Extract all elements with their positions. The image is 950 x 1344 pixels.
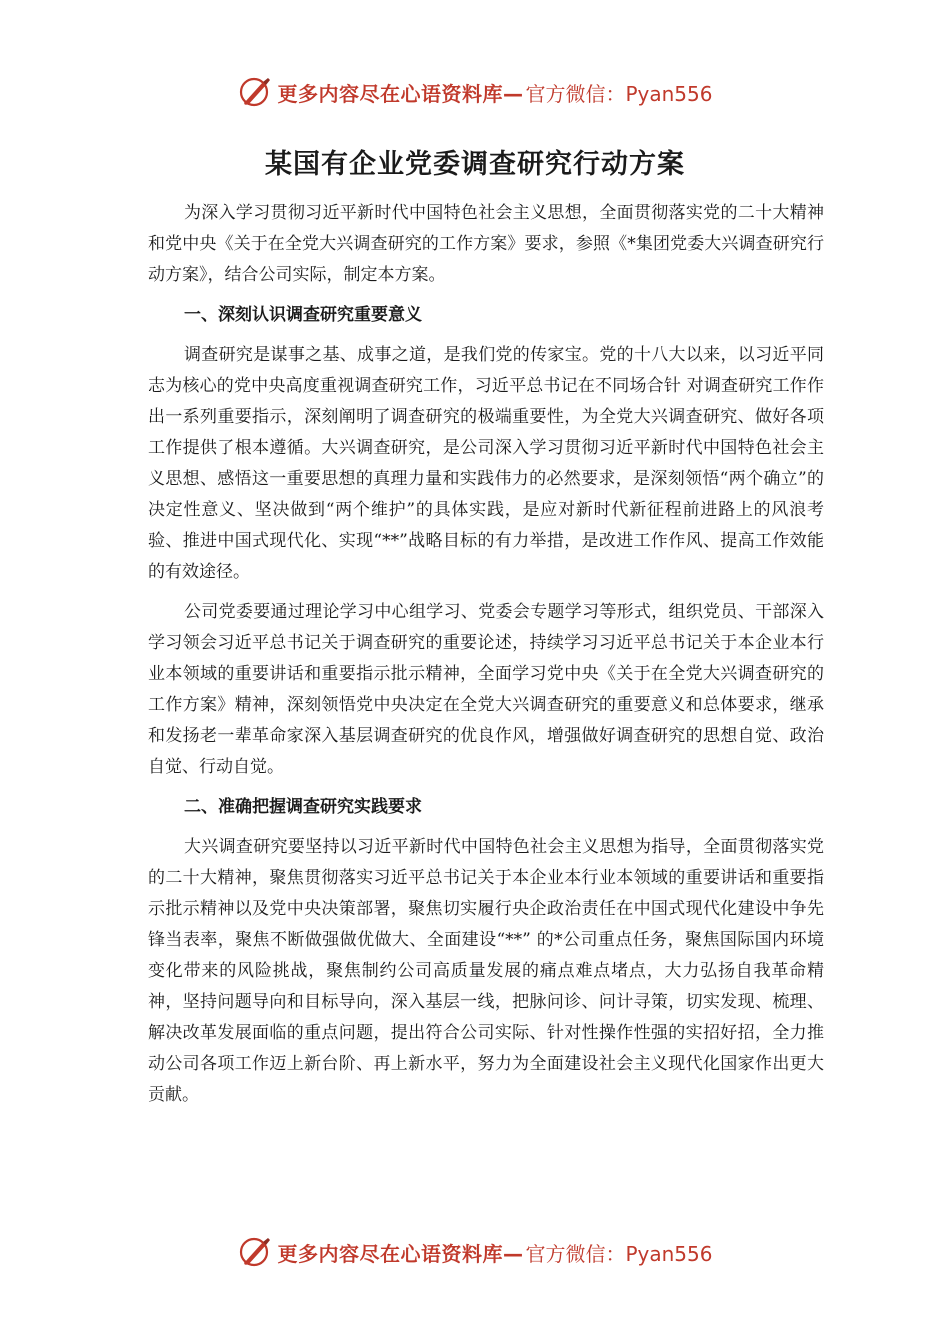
banner-wechat: 官方微信：Pyan556 (525, 81, 713, 106)
document-title: 某国有企业党委调查研究行动方案 (265, 149, 685, 180)
section-2-paragraph-1: 大兴调查研究要坚持以习近平新时代中国特色社会主义思想为指导，全面贯彻落实党的二十大精神，聚焦贯彻落实习近平总书记关于本企业本行业本领域的重要讲话和重要指示批示精神以及党中央决策部署，聚焦切实履行央企政治责任在中国式现代化建设中争先锋当表率，聚焦不断做强做优做大、全面建设“**” 的*公司重点任务，聚焦国际国内环境变化带来的风险挑战，聚焦制约公司高质量发展的痛点难点堵点，大力弘扬自我革命精神，坚持问题导向和目标导向，深入基层一线，把脉问诊、问计寻策，切实发现、梳理、解决改革发展面临的重点问题，提出符合公司实际、针对性操作性强的实招好招，全力推动公司各项工作迈上新台阶、再上新水平，努力为全面建设社会主义现代化国家作出更大贡献。 (148, 837, 824, 1105)
section-1-paragraph-2: 公司党委要通过理论学习中心组学习、党委会专题学习等形式，组织党员、干部深入学习领会习近平总书记关于调查研究的重要论述，持续学习习近平总书记关于本企业本行业本领域的重要讲话和重要指示批示精神，全面学习党中央《关于在全党大兴调查研究的工作方案》精神，深刻领悟党中央决定在全党大兴调查研究的重要意义和总体要求，继承和发扬老一辈革命家深入基层调查研究的优良作风，增强做好调查研究的思想自觉、政治自觉、行动自觉。 (148, 602, 824, 777)
header-banner (0, 70, 950, 114)
banner-text: 更多内容尽在心语资料库— (277, 81, 524, 106)
section-1-heading: 一、深刻认识调查研究重要意义 (184, 305, 422, 325)
banner-wechat: 官方微信：Pyan556 (525, 1241, 713, 1266)
document-body (148, 198, 824, 1120)
banner-text: 更多内容尽在心语资料库— (277, 1241, 524, 1266)
footer-banner (0, 1230, 950, 1274)
section-1-paragraph-1: 调查研究是谋事之基、成事之道，是我们党的传家宝。党的十八大以来，以习近平同志为核心的党中央高度重视调查研究工作，习近平总书记在不同场合针 对调查研究工作作出一系列重要指示，深刻阐明了调查研究的极端重要性，为全党大兴调查研究、做好各项工作提供了根本遵循。大兴调查研究，是公司深入学习贯彻习近平新时代中国特色社会主义思想、感悟这一重要思想的真理力量和实践伟力的必然要求，是深刻领悟“两个确立”的决定性意义、坚决做到“两个维护”的具体实践，是应对新时代新征程前进路上的风浪考验、推进中国式现代化、实现“**”战略目标的有力举措，是改进工作作风、提高工作效能的有效途径。 (148, 345, 824, 582)
pen-logo-icon (237, 74, 273, 110)
intro-paragraph: 为深入学习贯彻习近平新时代中国特色社会主义思想，全面贯彻落实党的二十大精神和党中央《关于在全党大兴调查研究的工作方案》要求，参照《*集团党委大兴调查研究行动方案》，结合公司实际，制定本方案。 (148, 203, 824, 285)
pen-logo-icon (237, 1234, 273, 1270)
section-2-heading: 二、准确把握调查研究实践要求 (184, 797, 422, 817)
